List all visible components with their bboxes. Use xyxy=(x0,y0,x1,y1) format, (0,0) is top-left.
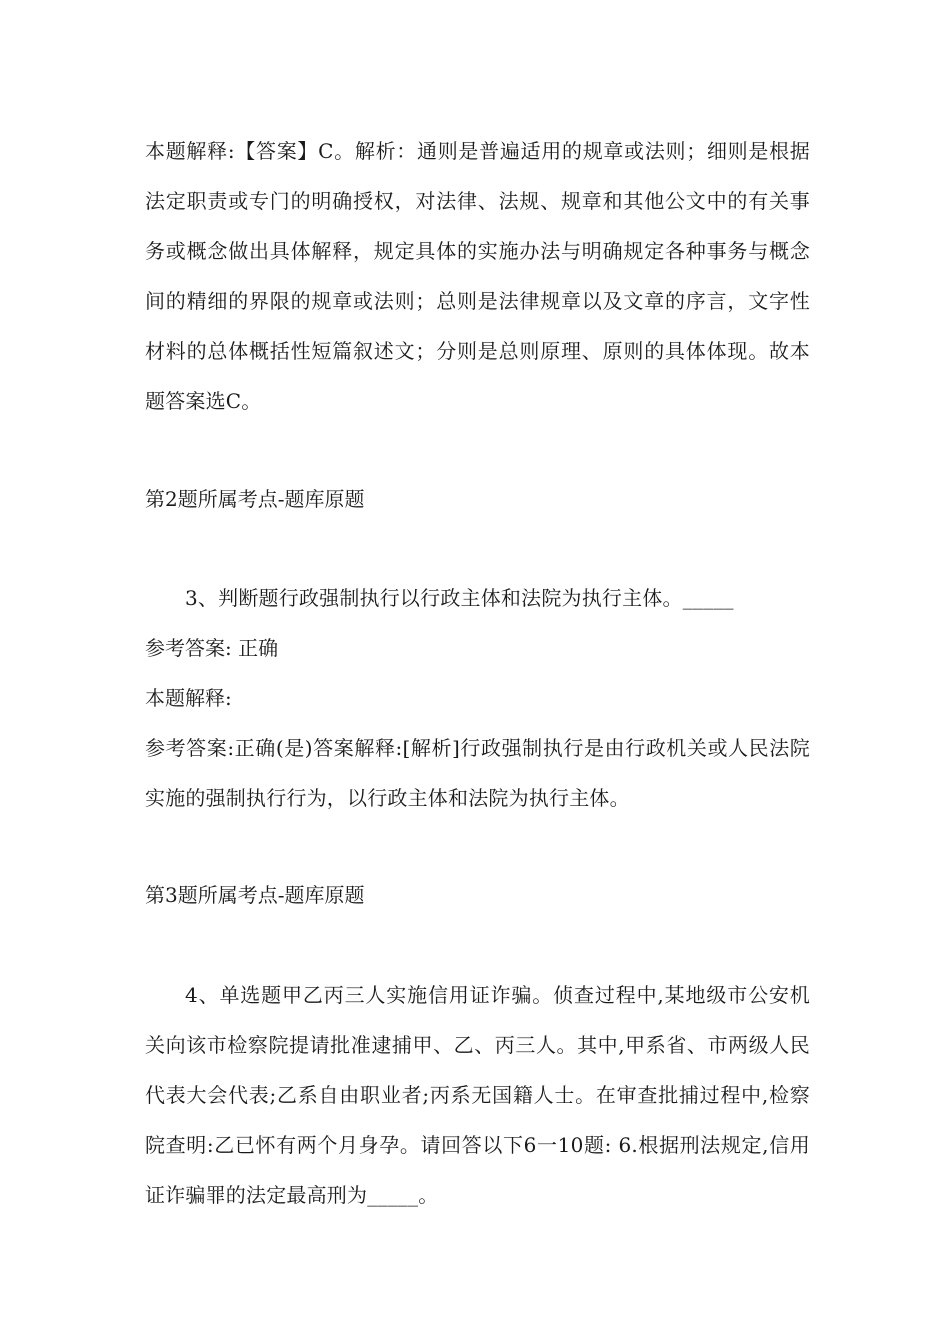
question-3 xyxy=(145,573,810,823)
question-3-text: 3、判断题行政强制执行以行政主体和法院为执行主体。_____ xyxy=(185,586,734,610)
question-3-explanation: 参考答案:正确(是)答案解释:[解析]行政强制执行是由行政机关或人民法院实施的强制执行行为，以行政主体和法院为执行主体。 xyxy=(145,736,810,810)
topic-q3 xyxy=(145,870,810,920)
explanation-q2 xyxy=(145,126,810,426)
question-3-answer: 参考答案: 正确 xyxy=(145,636,279,660)
explanation-q2-text: 本题解释:【答案】C。解析：通则是普遍适用的规章或法则；细则是根据法定职责或专门的明确授权，对法律、法规、规章和其他公文中的有关事务或概念做出具体解释，规定具体的实施办法与明确规定各种事务与概念间的精细的界限的规章或法则；总则是法律规章以及文章的序言，文字性材料的总体概括性短篇叙述文；分则是总则原理、原则的具体体现。故本题答案选C。 xyxy=(145,139,810,413)
topic-q2-text: 第2题所属考点-题库原题 xyxy=(145,487,365,511)
question-4-text: 4、单选题甲乙丙三人实施信用证诈骗。侦查过程中,某地级市公安机关向该市检察院提请批准逮捕甲、乙、丙三人。其中,甲系省、市两级人民代表大会代表;乙系自由职业者;丙系无国籍人士。在审查批捕过程中,检察院查明:乙已怀有两个月身孕。请回答以下6一10题: 6.根据刑法规定,信用证诈骗罪的法定最高刑为_____。 xyxy=(145,983,810,1207)
question-3-explanation-label: 本题解释: xyxy=(145,686,232,710)
topic-q3-text: 第3题所属考点-题库原题 xyxy=(145,883,365,907)
topic-q2 xyxy=(145,474,810,524)
question-4 xyxy=(145,970,810,1220)
